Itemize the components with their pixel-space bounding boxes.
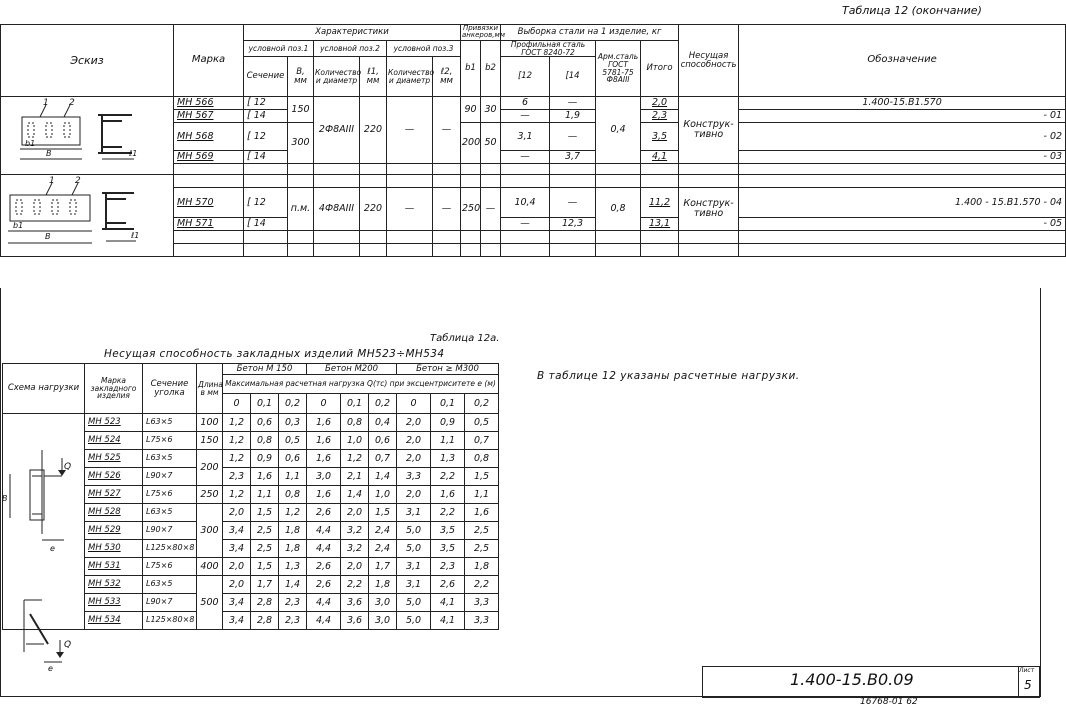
t12a-load-value: 3,5 (431, 540, 465, 558)
t12a-load-value: 3,6 (341, 594, 369, 612)
t12-l1: 220 (360, 97, 387, 164)
t12a-load-value: 1,6 (307, 414, 341, 432)
t12a-load-value: 3,4 (223, 540, 251, 558)
t12a-load-value: 0,8 (251, 432, 279, 450)
t12a-load-value: 1,1 (465, 486, 499, 504)
t12a-header-m300: Бетон ≥ М300 (397, 364, 499, 375)
t12a-load-value: 5,0 (397, 522, 431, 540)
t12a-load-value: 4,4 (307, 612, 341, 630)
t12a-load-value: 1,6 (307, 432, 341, 450)
sketch2-num1: 1 (49, 176, 55, 187)
t12a-header-section: Сечение уголка (143, 364, 197, 414)
header-total: Итого (641, 40, 679, 97)
t12-c12: 3,1 (501, 123, 550, 151)
t12-designation: 1.400-15.В1.570 (739, 97, 1066, 110)
t12a-load-value: 0,7 (465, 432, 499, 450)
t12-section: [ 12 (244, 97, 288, 110)
t12a-load-value: 1,2 (223, 486, 251, 504)
header-sketch: Эскиз (1, 25, 174, 97)
t12a-length: 500 (197, 576, 223, 630)
t12a-section: L75×6 (143, 558, 197, 576)
t12a-load-value: 4,4 (307, 522, 341, 540)
t12a-load-value: 1,4 (279, 576, 307, 594)
sheet-label: Лист (1019, 667, 1035, 674)
t12-b: 300 (288, 123, 314, 164)
t12a-load-value: 2,3 (279, 612, 307, 630)
scheme2-q: Q (64, 640, 72, 650)
t12a-mark: МН 525 (85, 450, 143, 468)
header-profile-steel: Профильная сталь ГОСТ 8240-72 (501, 40, 596, 57)
load-scheme-1 (10, 450, 66, 540)
t12a-load-value: 1,1 (279, 468, 307, 486)
t12a-load-value: 1,8 (279, 522, 307, 540)
t12a-load-value: 1,0 (369, 486, 397, 504)
t12-c12: — (501, 218, 550, 231)
t12a-section: L63×5 (143, 414, 197, 432)
t12a-load-value: 1,2 (279, 504, 307, 522)
t12a-load-value: 3,6 (341, 612, 369, 630)
t12-mark-569: МН 569 (174, 151, 244, 164)
t12-c14: 1,9 (550, 110, 596, 123)
t12a-load-value: 1,1 (251, 486, 279, 504)
t12-qty3: — (387, 97, 433, 164)
t12a-load-value: 0,8 (465, 450, 499, 468)
t12a-header-scheme: Схема нагрузки (3, 364, 85, 414)
note-text: В таблице 12 указаны расчетные нагрузки. (537, 370, 800, 382)
t12a-mark: МН 529 (85, 522, 143, 540)
t12-rebar: 0,4 (596, 97, 641, 164)
t12a-load-value: 1,5 (465, 468, 499, 486)
t12-qty3: — (387, 188, 433, 231)
t12-total: 11,2 (641, 188, 679, 218)
t12a-header-m150: Бетон М 150 (223, 364, 307, 375)
t12a-mark: МН 531 (85, 558, 143, 576)
sketch1-num2: 2 (69, 98, 75, 109)
t12a-section: L90×7 (143, 522, 197, 540)
t12-total: 3,5 (641, 123, 679, 151)
sketch1-b: B (46, 149, 52, 159)
t12a-load-value: 3,2 (341, 522, 369, 540)
sketch-group-1 (1, 97, 174, 175)
t12a-load-value: 2,0 (397, 450, 431, 468)
t12a-load-value: 1,2 (341, 450, 369, 468)
t12-c12: — (501, 151, 550, 164)
t12-c12: 6 (501, 97, 550, 110)
t12a-load-value: 4,4 (307, 594, 341, 612)
t12a-load-value: 1,5 (251, 558, 279, 576)
t12-mark-571: МН 571 (174, 218, 244, 231)
ecc-header: 0,1 (341, 394, 369, 414)
t12-total: 2,0 (641, 97, 679, 110)
t12a-mark: МН 523 (85, 414, 143, 432)
t12a-load-value: 3,0 (369, 612, 397, 630)
t12a-mark: МН 530 (85, 540, 143, 558)
embedded-plate-sketch-1 (2, 97, 172, 171)
t12a-load-value: 3,3 (397, 468, 431, 486)
document-designation: 1.400-15.В0.09 (790, 670, 914, 689)
scheme1-b: B (2, 494, 8, 503)
t12-designation: - 01 (739, 110, 1066, 123)
t12-section: [ 14 (244, 218, 288, 231)
t12a-load-value: 2,6 (307, 576, 341, 594)
t12a-load-value: 3,1 (397, 504, 431, 522)
header-c12: [12 (501, 57, 550, 97)
table-12 (0, 24, 1066, 257)
t12a-load-value: 2,0 (223, 576, 251, 594)
header-section: Сечение (244, 57, 288, 97)
t12a-load-value: 0,7 (369, 450, 397, 468)
t12-qty: 4Ф8АIII (314, 188, 360, 231)
t12-capacity: Конструк- тивно (679, 97, 739, 164)
t12a-load-value: 2,3 (279, 594, 307, 612)
sketch1-num1: 1 (43, 98, 49, 109)
t12a-load-value: 1,8 (465, 558, 499, 576)
t12a-section: L75×6 (143, 432, 197, 450)
t12a-load-value: 5,0 (397, 612, 431, 630)
t12a-load-value: 1,7 (251, 576, 279, 594)
t12a-length: 100 (197, 414, 223, 432)
t12a-header-mark: Марка закладного изделия (85, 364, 143, 414)
t12a-section: L75×6 (143, 486, 197, 504)
t12-b: п.м. (288, 188, 314, 231)
t12-total: 2,3 (641, 110, 679, 123)
t12-section: [ 14 (244, 110, 288, 123)
ecc-header: 0 (397, 394, 431, 414)
t12a-load-value: 2,1 (341, 468, 369, 486)
table12-caption: Таблица 12 (окончание) (842, 4, 982, 17)
t12a-load-value: 2,0 (341, 504, 369, 522)
t12-l2: — (433, 188, 461, 231)
t12-c14: 12,3 (550, 218, 596, 231)
t12-designation: - 03 (739, 151, 1066, 164)
t12a-load-value: 5,0 (397, 540, 431, 558)
t12a-load-value: 2,5 (465, 522, 499, 540)
t12a-section: L90×7 (143, 468, 197, 486)
table12a-caption: Таблица 12а. (430, 333, 500, 344)
t12a-load-value: 1,6 (431, 486, 465, 504)
t12a-load-value: 0,6 (279, 450, 307, 468)
t12a-header-length: Длина в мм (197, 364, 223, 414)
header-mark: Марка (174, 25, 244, 97)
t12-b1: 90 (461, 97, 481, 123)
t12a-load-value: 1,7 (369, 558, 397, 576)
t12a-load-value: 0,8 (341, 414, 369, 432)
sketch2-l1: ℓ1 (131, 231, 140, 241)
t12a-load-value: 1,4 (369, 468, 397, 486)
t12a-length: 150 (197, 432, 223, 450)
t12a-length: 300 (197, 504, 223, 558)
t12a-load-value: 0,3 (279, 414, 307, 432)
t12a-load-value: 3,4 (223, 522, 251, 540)
header-rebar: Арм.сталь ГОСТ 5781-75 Ф8АIII (596, 40, 641, 97)
table12a-title: Несущая способность закладных изделий МН523÷МН534 (104, 348, 445, 360)
t12a-mark: МН 527 (85, 486, 143, 504)
header-pos2: условной поз.2 (314, 40, 387, 57)
t12-b1: 250 (461, 188, 481, 231)
scheme1-e: e (50, 544, 55, 553)
t12a-load-value: 1,0 (341, 432, 369, 450)
t12a-load-value: 4,1 (431, 612, 465, 630)
t12a-section: L63×5 (143, 576, 197, 594)
t12a-load-value: 2,6 (431, 576, 465, 594)
t12a-load-value: 3,0 (369, 594, 397, 612)
header-qty-diam: Количество и диаметр (314, 57, 360, 97)
t12a-load-value: 0,5 (465, 414, 499, 432)
t12a-load-value: 0,9 (251, 450, 279, 468)
t12a-section: L125×80×8 (143, 540, 197, 558)
t12a-load-value: 2,0 (397, 486, 431, 504)
t12a-load-value: 0,4 (369, 414, 397, 432)
t12a-mark: МН 533 (85, 594, 143, 612)
t12-l2: — (433, 97, 461, 164)
t12a-load-value: 4,4 (307, 540, 341, 558)
t12-designation: - 02 (739, 123, 1066, 151)
t12-total: 13,1 (641, 218, 679, 231)
t12a-load-value: 1,6 (465, 504, 499, 522)
t12-c14: — (550, 188, 596, 218)
t12a-load-value: 2,2 (431, 468, 465, 486)
t12-c14: 3,7 (550, 151, 596, 164)
header-pos3: условной поз.3 (387, 40, 461, 57)
t12a-load-value: 2,4 (369, 540, 397, 558)
t12a-section: L63×5 (143, 504, 197, 522)
t12-b1: 200 (461, 123, 481, 164)
t12a-header-max-load: Максимальная расчетная нагрузка Q(тс) при эксцентриситете е (м) (223, 375, 499, 394)
t12a-load-value: 1,8 (369, 576, 397, 594)
header-anchors: Привязки анкеров,мм (462, 24, 506, 40)
ecc-header: 0,1 (431, 394, 465, 414)
sketch2-num2: 2 (75, 176, 81, 187)
t12a-mark: МН 534 (85, 612, 143, 630)
t12a-load-value: 3,0 (307, 468, 341, 486)
t12a-length: 200 (197, 450, 223, 486)
t12a-load-value: 3,5 (431, 522, 465, 540)
t12-total: 4,1 (641, 151, 679, 164)
sheet-number: 5 (1024, 678, 1032, 692)
t12a-load-value: 2,2 (465, 576, 499, 594)
t12a-load-value: 1,2 (223, 414, 251, 432)
load-scheme-sketches (2, 430, 84, 700)
t12a-load-value: 2,0 (341, 558, 369, 576)
t12a-load-value: 1,6 (251, 468, 279, 486)
t12a-load-value: 0,9 (431, 414, 465, 432)
t12a-mark: МН 524 (85, 432, 143, 450)
header-l1: ℓ1, мм (360, 57, 387, 97)
header-steel-sample: Выборка стали на 1 изделие, кг (501, 25, 679, 41)
t12a-load-value: 2,3 (223, 468, 251, 486)
header-characteristics: Характеристики (244, 25, 461, 41)
header-l2: ℓ2, мм (433, 57, 461, 97)
t12-designation: - 05 (739, 218, 1066, 231)
t12-b: 150 (288, 97, 314, 123)
t12a-load-value: 1,6 (307, 486, 341, 504)
t12-b2: — (481, 188, 501, 231)
t12-designation: 1.400 - 15.В1.570 - 04 (739, 188, 1066, 218)
header-capacity: Несущая способность (679, 25, 739, 97)
t12a-load-value: 3,1 (397, 576, 431, 594)
t12-c12: — (501, 110, 550, 123)
t12a-load-value: 2,5 (251, 522, 279, 540)
t12a-load-value: 1,5 (251, 504, 279, 522)
t12a-load-value: 1,3 (279, 558, 307, 576)
t12a-load-value: 2,6 (307, 558, 341, 576)
t12a-length: 250 (197, 486, 223, 504)
t12a-mark: МН 532 (85, 576, 143, 594)
t12-mark-570: МН 570 (174, 188, 244, 218)
t12a-load-value: 4,1 (431, 594, 465, 612)
header-b1: b1 (461, 40, 481, 97)
t12a-length: 400 (197, 558, 223, 576)
t12a-load-value: 2,2 (341, 576, 369, 594)
embedded-plate-sketch-2 (2, 175, 172, 253)
ecc-header: 0,1 (251, 394, 279, 414)
t12-b2: 50 (481, 123, 501, 164)
scheme1-q: Q (64, 462, 72, 472)
t12a-load-value: 1,5 (369, 504, 397, 522)
t12a-load-value: 1,8 (279, 540, 307, 558)
t12a-load-value: 2,2 (431, 504, 465, 522)
t12-section: [ 12 (244, 123, 288, 151)
t12a-mark: МН 526 (85, 468, 143, 486)
t12a-load-value: 3,4 (223, 594, 251, 612)
ecc-header: 0 (223, 394, 251, 414)
t12a-load-value: 0,8 (279, 486, 307, 504)
t12a-load-value: 3,2 (341, 540, 369, 558)
t12a-header-m200: Бетон М200 (307, 364, 397, 375)
t12a-load-value: 3,4 (223, 612, 251, 630)
ecc-header: 0,2 (279, 394, 307, 414)
sketch-group-2 (1, 175, 174, 257)
t12a-load-value: 5,0 (397, 594, 431, 612)
t12a-mark: МН 528 (85, 504, 143, 522)
t12-l1: 220 (360, 188, 387, 231)
sketch1-l1: ℓ1 (129, 149, 138, 159)
ecc-header: 0,2 (369, 394, 397, 414)
t12a-load-value: 1,4 (341, 486, 369, 504)
header-pos1: условной поз.1 (244, 40, 314, 57)
sketch2-b1: b1 (13, 221, 24, 231)
t12-capacity: Конструк- тивно (679, 188, 739, 231)
t12a-section: L125×80×8 (143, 612, 197, 630)
t12-section: [ 14 (244, 151, 288, 164)
t12a-load-value: 2,0 (397, 414, 431, 432)
header-designation: Обозначение (739, 25, 1066, 97)
t12-mark-567: МН 567 (174, 110, 244, 123)
t12-rebar: 0,8 (596, 188, 641, 231)
t12a-load-value: 2,8 (251, 612, 279, 630)
t12a-load-value: 2,0 (397, 432, 431, 450)
t12a-load-value: 2,8 (251, 594, 279, 612)
header-b2: b2 (481, 40, 501, 97)
t12a-load-value: 3,1 (397, 558, 431, 576)
header-c14: [14 (550, 57, 596, 97)
t12a-load-value: 2,3 (431, 558, 465, 576)
t12a-load-value: 2,5 (465, 540, 499, 558)
t12a-section: L90×7 (143, 594, 197, 612)
t12a-load-value: 3,3 (465, 594, 499, 612)
t12a-section: L63×5 (143, 450, 197, 468)
t12a-load-value: 1,2 (223, 432, 251, 450)
scheme2-e: e (48, 664, 53, 673)
t12a-load-value: 2,6 (307, 504, 341, 522)
load-scheme-2 (24, 600, 64, 662)
t12-mark-566: МН 566 (174, 97, 244, 110)
ecc-header: 0 (307, 394, 341, 414)
t12a-load-value: 2,5 (251, 540, 279, 558)
t12a-load-value: 0,6 (369, 432, 397, 450)
sketch2-b: B (45, 232, 51, 242)
t12-c14: — (550, 97, 596, 110)
t12-mark-568: МН 568 (174, 123, 244, 151)
t12a-load-value: 3,3 (465, 612, 499, 630)
sketch1-b1: b1 (25, 139, 36, 149)
t12a-load-value: 1,1 (431, 432, 465, 450)
t12a-load-value: 2,0 (223, 504, 251, 522)
t12a-load-value: 1,3 (431, 450, 465, 468)
t12-b2: 30 (481, 97, 501, 123)
t12a-load-value: 0,5 (279, 432, 307, 450)
t12a-load-value: 1,2 (223, 450, 251, 468)
t12a-load-value: 0,6 (251, 414, 279, 432)
t12a-load-value: 2,0 (223, 558, 251, 576)
ecc-header: 0,2 (465, 394, 499, 414)
t12a-load-value: 2,4 (369, 522, 397, 540)
footer-code: 16768-01 62 (860, 697, 918, 707)
t12-c14: — (550, 123, 596, 151)
t12-qty: 2Ф8АIII (314, 97, 360, 164)
t12-c12: 10,4 (501, 188, 550, 218)
t12a-load-value: 1,6 (307, 450, 341, 468)
t12-section: [ 12 (244, 188, 288, 218)
header-b: B, мм (288, 57, 314, 97)
header-qty-diam3: Количество и диаметр (387, 57, 433, 97)
